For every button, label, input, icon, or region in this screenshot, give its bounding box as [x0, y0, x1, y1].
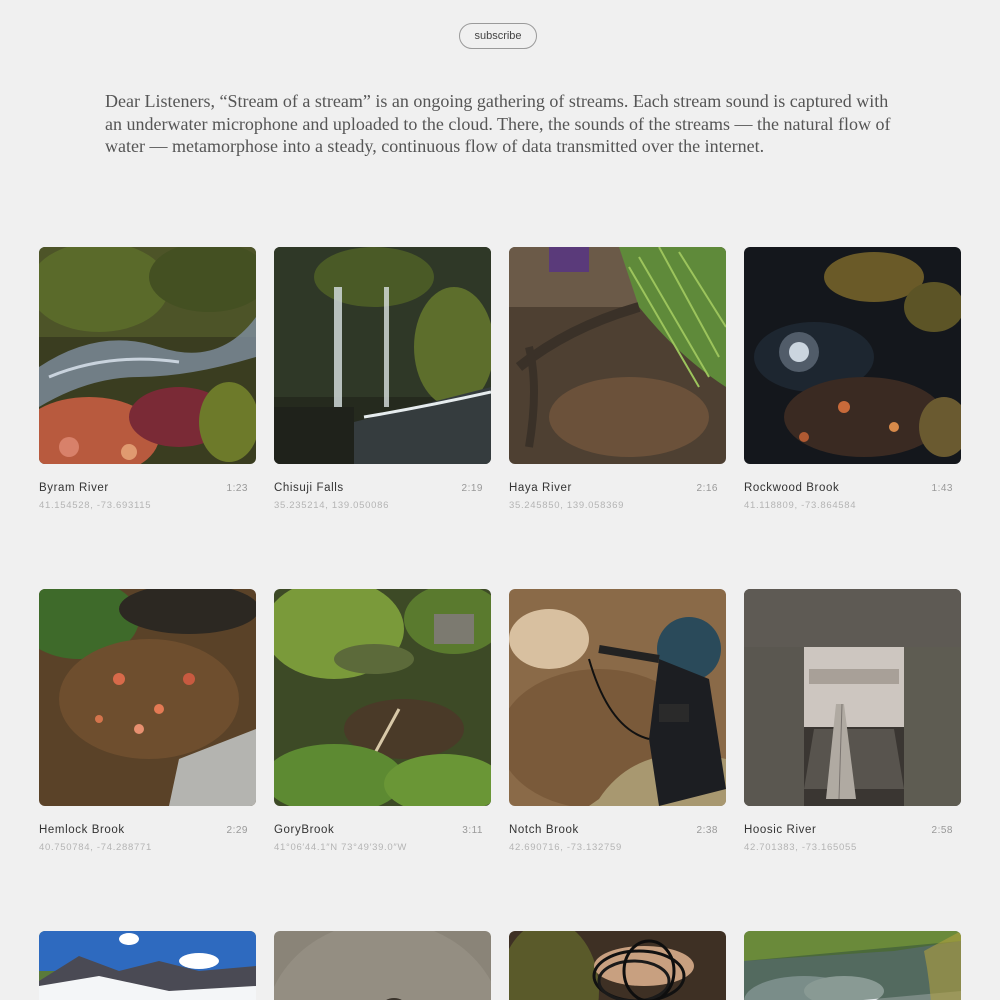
stream-card[interactable] [274, 247, 491, 511]
stream-photo[interactable] [509, 931, 726, 1000]
stream-photo[interactable] [274, 931, 491, 1000]
stream-coordinates: 35.245850, 139.058369 [509, 500, 625, 511]
stream-name: Notch Brook [509, 824, 579, 836]
stream-card[interactable] [744, 931, 961, 1000]
stream-photo[interactable] [744, 589, 961, 806]
stream-duration: 2:16 [696, 483, 718, 494]
stream-photo[interactable] [39, 931, 256, 1000]
stream-duration: 1:23 [226, 483, 248, 494]
stream-coordinates: 40.750784, -74.288771 [39, 842, 152, 853]
stream-photo[interactable] [39, 247, 256, 464]
stream-duration: 2:29 [226, 825, 248, 836]
stream-photo[interactable] [509, 247, 726, 464]
stream-photo[interactable] [744, 247, 961, 464]
stream-photo[interactable] [509, 589, 726, 806]
stream-photo[interactable] [274, 247, 491, 464]
stream-photo[interactable] [274, 589, 491, 806]
stream-grid [39, 247, 961, 1000]
stream-card[interactable] [744, 247, 961, 511]
stream-name: Hemlock Brook [39, 824, 125, 836]
stream-duration: 2:19 [461, 483, 483, 494]
stream-card[interactable] [39, 247, 256, 511]
stream-card[interactable] [274, 589, 491, 853]
stream-card[interactable] [39, 931, 256, 1000]
stream-photo[interactable] [744, 931, 961, 1000]
stream-duration: 2:58 [931, 825, 953, 836]
stream-coordinates: 41.118809, -73.864584 [744, 500, 857, 511]
stream-card[interactable] [509, 247, 726, 511]
stream-card[interactable] [509, 589, 726, 853]
stream-coordinates: 41.154528, -73.693115 [39, 500, 152, 511]
stream-coordinates: 42.690716, -73.132759 [509, 842, 622, 853]
stream-duration: 3:11 [462, 825, 483, 836]
subscribe-button[interactable]: subscribe [459, 23, 537, 49]
stream-coordinates: 35.235214, 139.050086 [274, 500, 390, 511]
stream-duration: 1:43 [931, 483, 953, 494]
stream-card[interactable] [274, 931, 491, 1000]
stream-name: Chisuji Falls [274, 482, 344, 494]
stream-photo[interactable] [39, 589, 256, 806]
stream-name: GoryBrook [274, 824, 335, 836]
stream-card[interactable] [39, 589, 256, 853]
stream-name: Haya River [509, 482, 572, 494]
stream-coordinates: 42.701383, -73.165055 [744, 842, 857, 853]
stream-name: Hoosic River [744, 824, 817, 836]
stream-name: Rockwood Brook [744, 482, 840, 494]
stream-duration: 2:38 [696, 825, 718, 836]
stream-coordinates: 41°06′44.1″N 73°49′39.0″W [274, 842, 408, 853]
intro-text: Dear Listeners, “Stream of a stream” is an ongoing gathering of streams. Each stream sound is captured with an underwater microphone and uploaded to the cloud. There, the sounds of the streams — the natural flow of water — metamorphose into a steady, continuous flow of data transmitted over the internet. [105, 91, 891, 156]
stream-name: Byram River [39, 482, 109, 494]
stream-card[interactable] [744, 589, 961, 853]
stream-card[interactable] [509, 931, 726, 1000]
